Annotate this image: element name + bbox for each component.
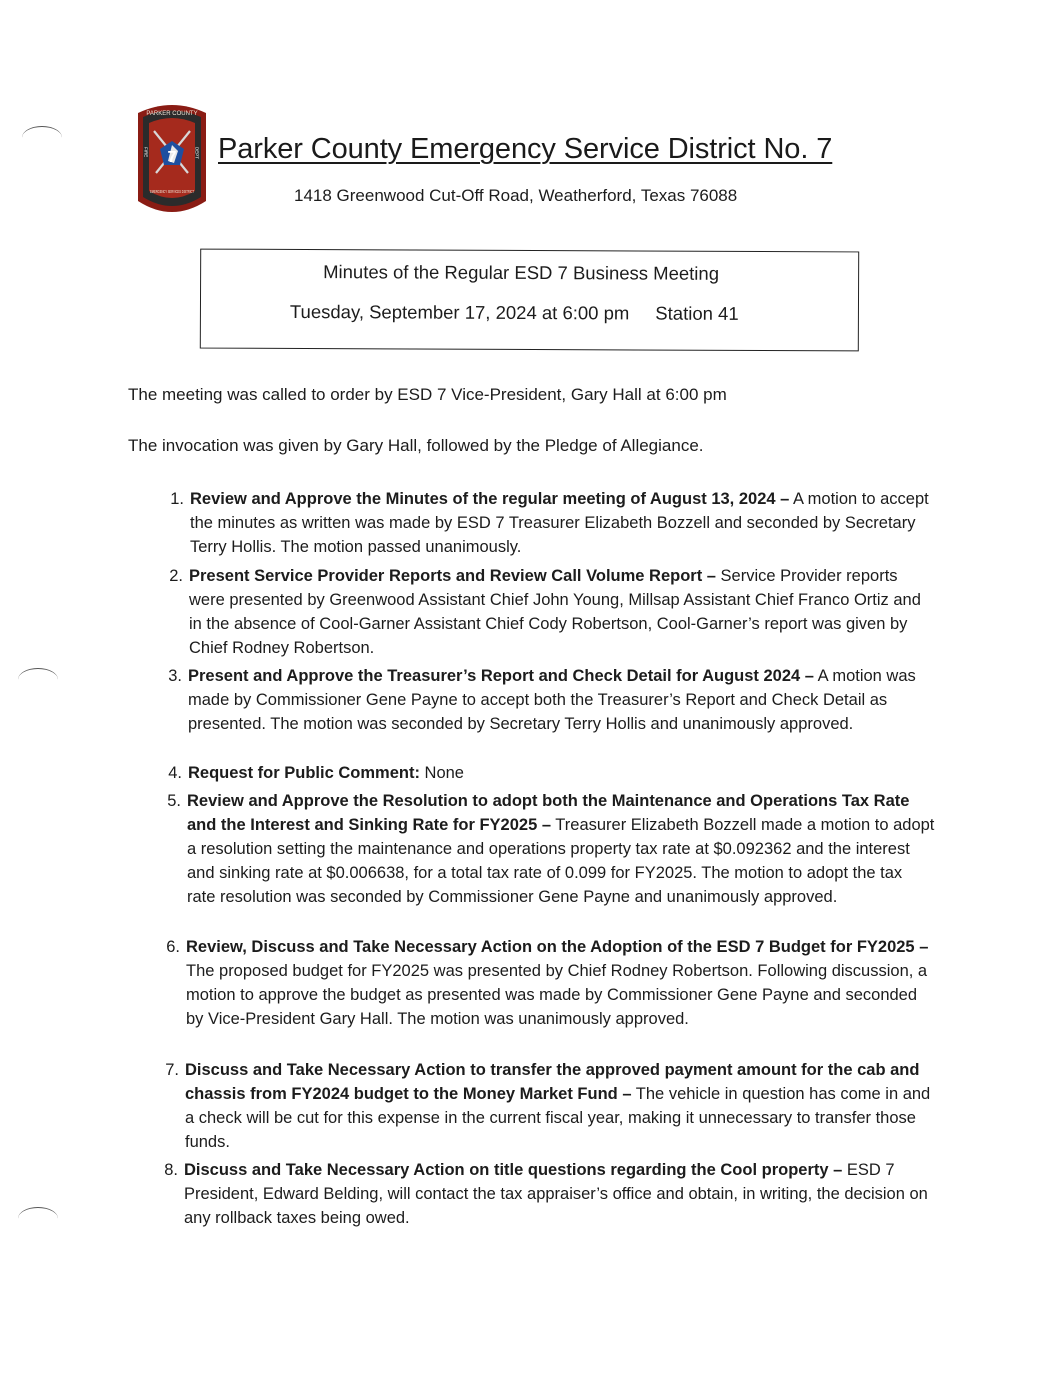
logo-top-text: PARKER COUNTY bbox=[146, 111, 198, 117]
agenda-item bbox=[169, 564, 937, 660]
agenda-item bbox=[164, 1158, 932, 1230]
item-text: The proposed budget for FY2025 was presented by Chief Rodney Robertson. Following discussion, a motion to approve the budget as presented was made by Commissioner Gene Payne and seconded by Vice-President Gary Hall. The motion was unanimously approved. bbox=[186, 962, 928, 1028]
item-heading: Discuss and Take Necessary Action to transfer the approved payment amount for the cab and chassis from FY2024 budget to the Money Market Fund – bbox=[185, 1061, 920, 1103]
logo-bottom-text: EMERGENCY SERVICES DISTRICT bbox=[150, 189, 195, 194]
agenda-item bbox=[166, 935, 934, 1031]
punch-hole-mark bbox=[18, 1207, 58, 1230]
item-text: ESD 7 President, Edward Belding, will contact the tax appraiser’s office and obtain, in writing, the decision on any rollback taxes being owed. bbox=[184, 1161, 928, 1227]
agenda-item bbox=[165, 1058, 933, 1154]
call-to-order-text: The meeting was called to order by ESD 7 Vice-President, Gary Hall at 6:00 pm bbox=[128, 385, 727, 404]
meeting-date: Tuesday, September 17, 2024 at 6:00 pm bbox=[289, 300, 630, 324]
punch-hole-mark bbox=[18, 668, 58, 691]
item-number: 6. bbox=[166, 938, 180, 956]
item-heading: Discuss and Take Necessary Action on title questions regarding the Cool property – bbox=[184, 1161, 843, 1179]
item-number: 4. bbox=[168, 764, 182, 782]
item-heading: Review and Approve the Minutes of the regular meeting of August 13, 2024 – bbox=[190, 490, 790, 508]
item-heading: Review and Approve the Resolution to adopt both the Maintenance and Operations Tax Rate and the Interest and Sinking Rate for FY2025 – bbox=[187, 792, 910, 834]
meeting-title: Minutes of the Regular ESD 7 Business Meeting bbox=[323, 261, 720, 284]
agenda-item bbox=[170, 487, 938, 559]
item-number: 7. bbox=[165, 1061, 179, 1079]
logo-left-text: FIRE bbox=[143, 147, 149, 158]
item-text: A motion to accept the minutes as written was made by ESD 7 Treasurer Elizabeth Bozzell and seconded by Secretary Terry Hollis. The motion passed unanimously. bbox=[190, 490, 929, 556]
item-number: 1. bbox=[170, 490, 184, 508]
item-text: The vehicle in question has come in and a check will be cut for this expense in the current fiscal year, making it unnecessary to transfer those funds. bbox=[185, 1085, 931, 1151]
meeting-info-box bbox=[200, 249, 859, 352]
organization-title: Parker County Emergency Service District No. 7 bbox=[218, 133, 833, 165]
item-number: 5. bbox=[167, 792, 181, 810]
agenda-item bbox=[168, 761, 936, 785]
agenda-item bbox=[167, 789, 935, 909]
logo-right-text: DEPT bbox=[194, 147, 200, 160]
meeting-date-line bbox=[290, 301, 739, 325]
item-heading: Present Service Provider Reports and Review Call Volume Report – bbox=[189, 567, 716, 585]
punch-hole-mark bbox=[22, 126, 62, 149]
item-heading: Request for Public Comment: bbox=[188, 764, 420, 782]
item-text: Service Provider reports were presented by Greenwood Assistant Chief John Young, Millsap Assistant Chief Franco Ortiz and in the absence of Cool-Garner Assistant Chief Cody Robertson, Cool-Garner’s report was given by Chief Rodney Robertson. bbox=[189, 567, 921, 657]
agenda-item bbox=[168, 664, 936, 736]
invocation-text: The invocation was given by Gary Hall, followed by the Pledge of Allegiance. bbox=[128, 436, 704, 455]
organization-address: 1418 Greenwood Cut-Off Road, Weatherford, Texas 76088 bbox=[294, 186, 738, 205]
item-text: None bbox=[419, 764, 464, 782]
item-number: 8. bbox=[164, 1161, 178, 1179]
item-heading: Present and Approve the Treasurer’s Report and Check Detail for August 2024 – bbox=[188, 667, 814, 685]
logo-number: 7 bbox=[167, 149, 177, 166]
item-text: Treasurer Elizabeth Bozzell made a motion to adopt a resolution setting the maintenance and operations property tax rate at $0.092362 and the interest and sinking rate at $0.006638, for a total tax rate of 0.099 for FY2025. The motion to adopt the tax rate resolution was seconded by Commissioner Gene Payne and unanimously approved. bbox=[187, 816, 935, 906]
item-text: A motion was made by Commissioner Gene Payne to accept both the Treasurer’s Report and Check Detail as presented. The motion was seconded by Secretary Terry Hollis and unanimously approved. bbox=[188, 667, 916, 733]
item-heading: Review, Discuss and Take Necessary Action on the Adoption of the ESD 7 Budget for FY2025 – bbox=[186, 938, 929, 956]
meeting-location: Station 41 bbox=[655, 302, 739, 324]
item-number: 3. bbox=[168, 667, 182, 685]
esd-badge-logo bbox=[134, 101, 210, 218]
item-number: 2. bbox=[169, 567, 183, 585]
